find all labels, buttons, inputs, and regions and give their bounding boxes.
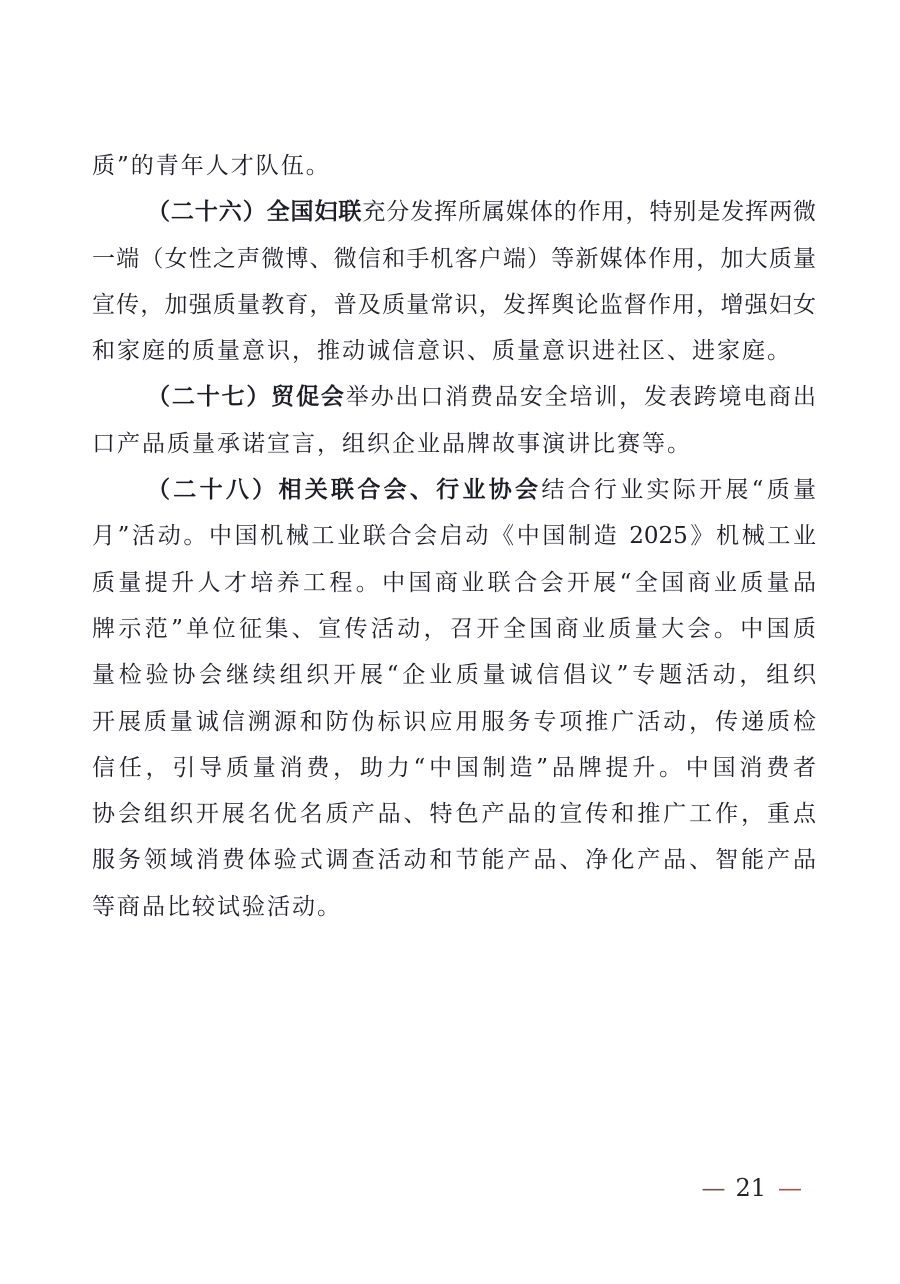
bold-run: （二十八）相关联合会、行业协会 — [147, 476, 542, 504]
text-block — [92, 143, 816, 930]
text-line: 质量提升人才培养工程。中国商业联合会开展“全国商业质量品 — [92, 569, 816, 596]
paragraph — [92, 374, 816, 467]
text-line: 月”活动。中国机械工业联合会启动《中国制造 2025》机械工业 — [92, 523, 816, 550]
bold-run: （二十七）贸促会 — [147, 383, 346, 411]
paragraph — [92, 467, 816, 930]
text-line: （二十七）贸促会举办出口消费品安全培训，发表跨境电商出 — [147, 383, 816, 411]
text-line: 口产品质量承诺宣言，组织企业品牌故事演讲比赛等。 — [92, 430, 692, 457]
text-line: 协会组织开展名优名质产品、特色产品的宣传和推广工作，重点 — [92, 801, 816, 828]
text-line: 宣传，加强质量教育，普及质量常识，发挥舆论监督作用，增强妇女 — [92, 291, 816, 318]
text-line: 和家庭的质量意识，推动诚信意识、质量意识进社区、进家庭。 — [92, 338, 792, 365]
paragraph — [92, 189, 816, 374]
text-line: 开展质量诚信溯源和防伪标识应用服务专项推广活动，传递质检 — [92, 708, 816, 735]
text-line: 服务领域消费体验式调查活动和节能产品、净化产品、智能产品 — [92, 847, 816, 874]
page-number — [701, 1168, 800, 1208]
text-line: 一端（女性之声微博、微信和手机客户端）等新媒体作用，加大质量 — [92, 245, 816, 272]
text-line: 牌示范”单位征集、宣传活动，召开全国商业质量大会。中国质 — [92, 615, 816, 642]
text-line: （二十八）相关联合会、行业协会结合行业实际开展“质量 — [147, 476, 816, 504]
text-line: （二十六）全国妇联充分发挥所属媒体的作用，特别是发挥两微 — [147, 198, 816, 226]
page-number-dash-left: — — [701, 1174, 724, 1202]
text-line: 量检验协会继续组织开展“企业质量诚信倡议”专题活动，组织 — [92, 662, 816, 689]
text-line: 信任，引导质量消费，助力“中国制造”品牌提升。中国消费者 — [92, 754, 816, 781]
text-line: 等商品比较试验活动。 — [92, 893, 342, 920]
page-number-value: 21 — [735, 1174, 766, 1202]
paragraph — [92, 143, 816, 189]
text-line: 质”的青年人才队伍。 — [92, 153, 331, 179]
bold-run: （二十六）全国妇联 — [147, 198, 363, 226]
page-number-dash-right: — — [778, 1174, 800, 1202]
